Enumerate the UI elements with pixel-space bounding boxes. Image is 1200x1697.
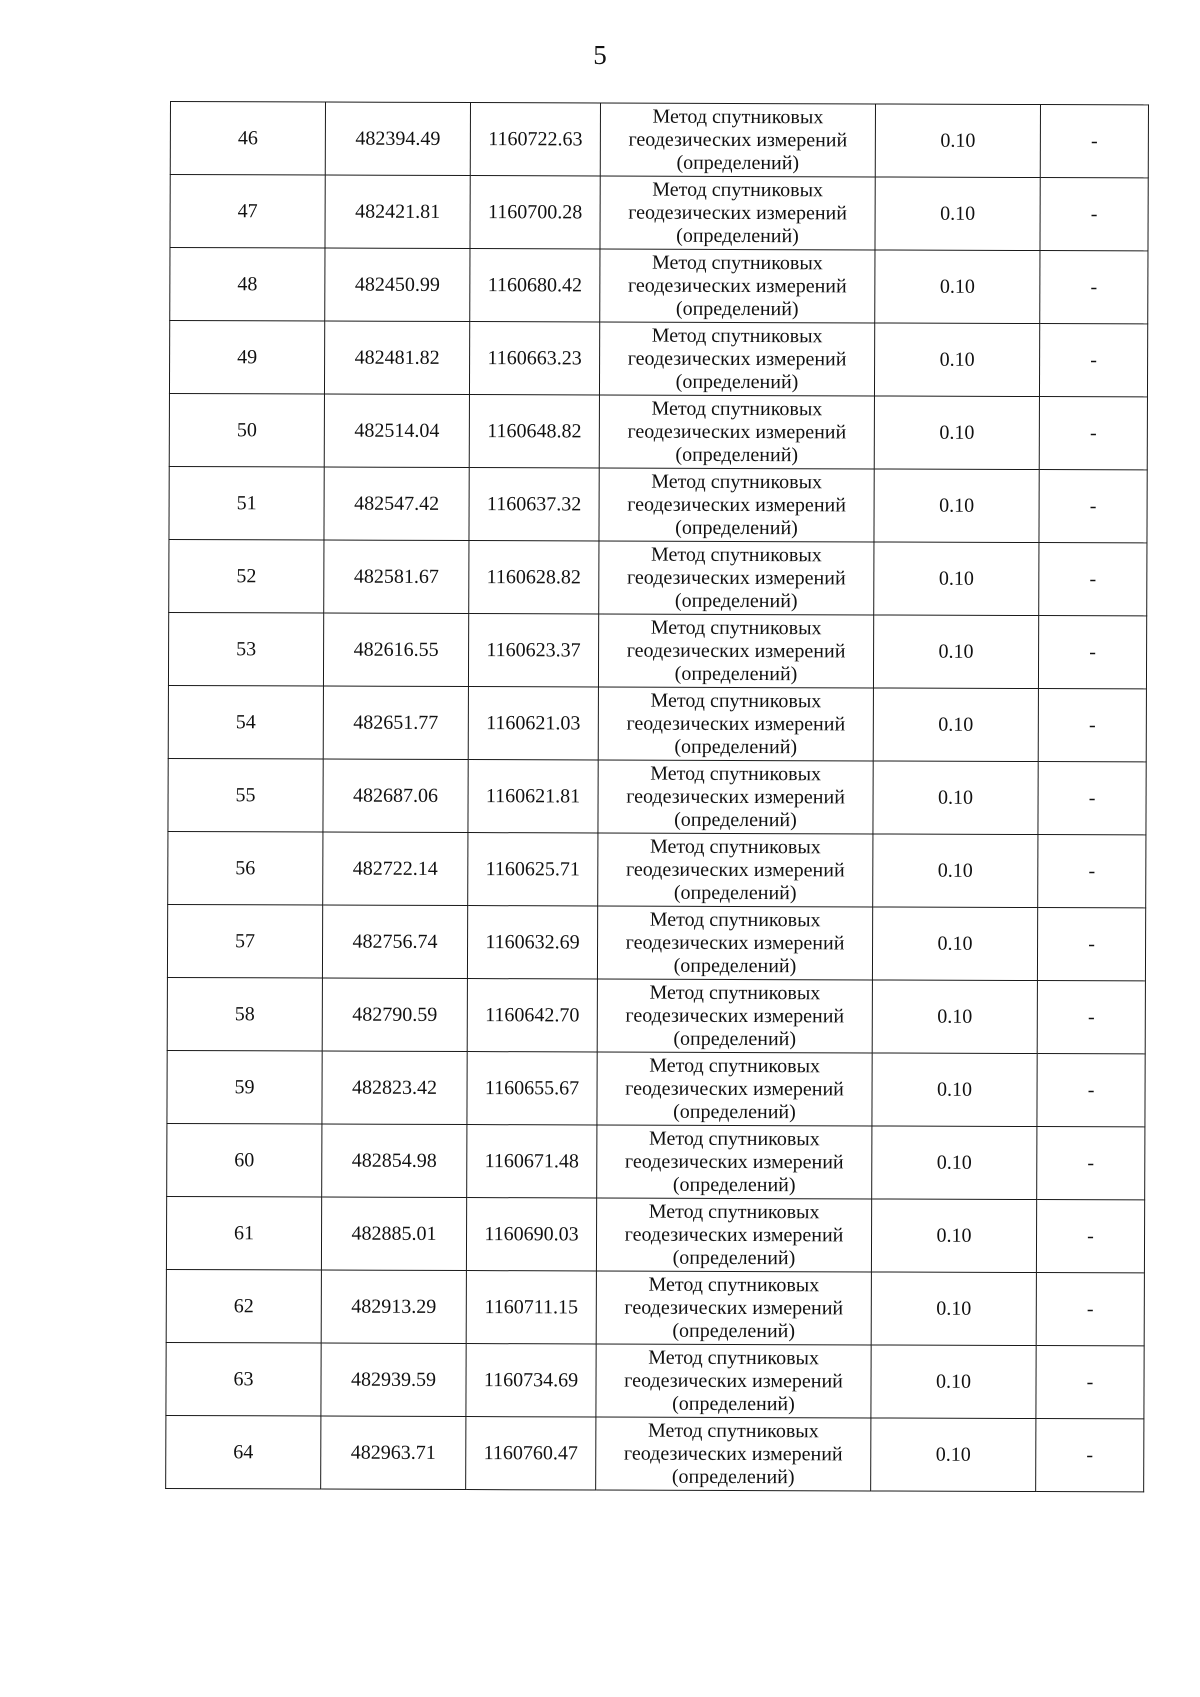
table-body [166,102,1149,1492]
description-cell: - [1037,1054,1145,1127]
y-coordinate-cell: 1160690.03 [466,1198,596,1271]
coordinates-table-wrapper [165,101,1148,1492]
y-coordinate-cell: 1160711.15 [466,1271,596,1344]
method-cell [597,1052,872,1126]
x-coordinate-cell: 482421.81 [325,175,470,249]
table-row [169,321,1147,397]
method-line-2: геодезических измерений [627,420,847,443]
method-line-1: Метод спутниковых [650,543,822,566]
precision-cell: 0.10 [874,542,1039,616]
method-cell [598,760,873,834]
table-row [167,1050,1145,1126]
x-coordinate-cell: 482687.06 [323,759,468,833]
precision-cell: 0.10 [874,469,1039,543]
table-row [170,248,1148,324]
method-line-2: геодезических измерений [623,1442,843,1465]
table-row [168,831,1146,907]
description-cell: - [1037,908,1145,981]
table-row [167,904,1145,980]
x-coordinate-cell: 482616.55 [323,613,468,687]
method-cell [599,395,874,469]
description-cell: - [1036,1273,1144,1346]
method-line-2: геодезических измерений [624,1296,844,1319]
precision-cell: 0.10 [873,761,1038,835]
method-line-1: Метод спутниковых [649,981,821,1004]
description-cell: - [1037,981,1145,1054]
method-line-2: геодезических измерений [627,493,846,516]
description-cell: - [1038,689,1146,762]
method-cell [598,687,873,761]
method-line-2: геодезических измерений [625,931,845,954]
method-line-1: Метод спутниковых [651,397,823,420]
method-line-3: (определений) [675,297,799,320]
table-row [166,1196,1144,1272]
table-row [169,393,1147,469]
method-line-1: Метод спутниковых [648,1200,820,1223]
description-cell: - [1039,324,1147,397]
method-cell [599,322,874,396]
method-line-3: (определений) [675,443,799,466]
point-number-cell: 53 [168,612,323,686]
method-line-2: геодезических измерений [624,1223,844,1246]
point-number-cell: 62 [166,1269,321,1343]
point-number-cell: 61 [166,1196,321,1270]
y-coordinate-cell: 1160621.81 [468,760,598,833]
precision-cell: 0.10 [873,688,1038,762]
point-number-cell: 49 [169,321,324,395]
point-number-cell: 60 [167,1123,322,1197]
x-coordinate-cell: 482722.14 [323,832,468,906]
precision-cell: 0.10 [872,980,1037,1054]
table-row [167,1123,1145,1199]
table-row [168,685,1146,761]
method-line-1: Метод спутниковых [650,762,822,785]
method-cell [596,1417,871,1491]
point-number-cell: 47 [170,175,325,249]
x-coordinate-cell: 482854.98 [322,1124,467,1198]
method-line-2: геодезических измерений [626,785,845,808]
table-row [168,612,1146,688]
description-cell: - [1040,105,1148,178]
method-line-1: Метод спутниковых [652,105,824,128]
precision-cell: 0.10 [874,396,1039,470]
x-coordinate-cell: 482514.04 [324,394,469,468]
method-line-2: геодезических измерений [628,201,848,224]
method-cell [599,468,874,542]
method-line-2: геодезических измерений [627,274,847,297]
description-cell: - [1039,543,1147,616]
method-line-1: Метод спутниковых [650,689,822,712]
point-number-cell: 58 [167,977,322,1051]
x-coordinate-cell: 482481.82 [324,321,469,395]
method-line-2: геодезических измерений [625,858,845,881]
y-coordinate-cell: 1160623.37 [468,614,598,687]
precision-cell: 0.10 [871,1418,1036,1492]
table-row [170,102,1148,178]
method-line-1: Метод спутниковых [648,1273,820,1296]
coordinates-table [165,101,1149,1492]
x-coordinate-cell: 482939.59 [321,1343,466,1417]
method-cell [598,833,873,907]
precision-cell: 0.10 [873,615,1038,689]
table-row [169,466,1147,542]
y-coordinate-cell: 1160722.63 [470,103,600,176]
precision-cell: 0.10 [872,1053,1037,1127]
method-line-3: (определений) [674,808,797,831]
method-line-3: (определений) [676,151,800,174]
method-cell [596,1198,871,1272]
method-line-3: (определений) [672,1173,796,1196]
y-coordinate-cell: 1160663.23 [469,322,599,395]
x-coordinate-cell: 482651.77 [323,686,468,760]
method-line-3: (определений) [672,1319,796,1342]
description-cell: - [1038,762,1146,835]
method-line-3: (определений) [674,735,798,758]
y-coordinate-cell: 1160637.32 [469,468,599,541]
method-cell [598,614,873,688]
x-coordinate-cell: 482394.49 [325,102,470,176]
description-cell: - [1038,616,1146,689]
y-coordinate-cell: 1160680.42 [470,249,600,322]
table-row [168,758,1146,834]
method-line-1: Метод спутниковых [652,178,824,201]
y-coordinate-cell: 1160734.69 [466,1344,596,1417]
method-line-3: (определений) [672,1392,795,1415]
precision-cell: 0.10 [872,1126,1037,1200]
point-number-cell: 54 [168,685,323,759]
y-coordinate-cell: 1160621.03 [468,687,598,760]
y-coordinate-cell: 1160648.82 [469,395,599,468]
description-cell: - [1036,1200,1144,1273]
point-number-cell: 57 [167,904,322,978]
point-number-cell: 48 [170,248,325,322]
point-number-cell: 59 [167,1050,322,1124]
description-cell: - [1039,397,1147,470]
precision-cell: 0.10 [875,177,1040,251]
method-cell [600,249,875,323]
table-row [166,1342,1144,1418]
method-line-1: Метод спутниковых [647,1419,819,1442]
method-line-2: геодезических измерений [624,1369,843,1392]
method-line-1: Метод спутниковых [649,908,821,931]
method-line-2: геодезических измерений [626,566,846,589]
method-line-3: (определений) [673,1100,796,1123]
method-line-3: (определений) [672,1246,796,1269]
method-line-2: геодезических измерений [625,1004,845,1027]
table-row [166,1415,1144,1491]
description-cell: - [1040,178,1148,251]
y-coordinate-cell: 1160700.28 [470,176,600,249]
method-line-3: (определений) [676,224,799,247]
precision-cell: 0.10 [874,323,1039,397]
method-line-1: Метод спутниковых [650,616,822,639]
method-line-1: Метод спутниковых [649,835,821,858]
method-line-3: (определений) [673,881,797,904]
page-number: 5 [593,40,607,70]
table-row [166,1269,1144,1345]
table-row [170,175,1148,251]
method-line-1: Метод спутниковых [652,251,823,274]
precision-cell: 0.10 [875,250,1040,324]
point-number-cell: 51 [169,466,324,540]
description-cell: - [1040,251,1148,324]
precision-cell: 0.10 [875,104,1040,178]
method-line-3: (определений) [675,370,799,393]
precision-cell: 0.10 [871,1199,1036,1273]
method-line-2: геодезических измерений [626,639,846,662]
precision-cell: 0.10 [872,907,1037,981]
point-number-cell: 50 [169,393,324,467]
x-coordinate-cell: 482913.29 [321,1270,466,1344]
method-line-3: (определений) [673,1027,797,1050]
y-coordinate-cell: 1160760.47 [466,1417,596,1490]
method-line-3: (определений) [675,516,798,539]
x-coordinate-cell: 482581.67 [324,540,469,614]
description-cell: - [1039,470,1147,543]
method-line-3: (определений) [674,662,798,685]
method-cell [600,103,875,177]
method-line-2: геодезических измерений [626,712,846,735]
method-cell [597,979,872,1053]
y-coordinate-cell: 1160625.71 [468,833,598,906]
y-coordinate-cell: 1160655.67 [467,1052,597,1125]
method-cell [597,906,872,980]
method-line-3: (определений) [673,954,797,977]
x-coordinate-cell: 482790.59 [322,978,467,1052]
x-coordinate-cell: 482756.74 [322,905,467,979]
precision-cell: 0.10 [873,834,1038,908]
description-cell: - [1036,1346,1144,1419]
point-number-cell: 56 [168,831,323,905]
method-line-3: (определений) [674,589,798,612]
method-line-1: Метод спутниковых [651,470,823,493]
description-cell: - [1038,835,1146,908]
y-coordinate-cell: 1160632.69 [467,906,597,979]
point-number-cell: 55 [168,758,323,832]
method-line-3: (определений) [671,1465,795,1488]
method-line-2: геодезических измерений [627,347,847,370]
x-coordinate-cell: 482547.42 [324,467,469,541]
table-row [169,539,1147,615]
method-line-2: геодезических измерений [625,1077,844,1100]
x-coordinate-cell: 482823.42 [322,1051,467,1125]
method-line-1: Метод спутниковых [651,324,823,347]
point-number-cell: 46 [170,102,325,176]
method-line-1: Метод спутниковых [648,1346,820,1369]
point-number-cell: 63 [166,1342,321,1416]
method-cell [600,176,875,250]
point-number-cell: 64 [166,1415,321,1489]
y-coordinate-cell: 1160671.48 [467,1125,597,1198]
x-coordinate-cell: 482450.99 [325,248,470,322]
precision-cell: 0.10 [871,1345,1036,1419]
method-line-2: геодезических измерений [624,1150,844,1173]
y-coordinate-cell: 1160628.82 [469,541,599,614]
method-line-1: Метод спутниковых [648,1127,820,1150]
method-line-2: геодезических измерений [628,128,848,151]
x-coordinate-cell: 482885.01 [321,1197,466,1271]
point-number-cell: 52 [169,539,324,613]
precision-cell: 0.10 [871,1272,1036,1346]
x-coordinate-cell: 482963.71 [321,1416,466,1490]
description-cell: - [1036,1419,1144,1492]
y-coordinate-cell: 1160642.70 [467,979,597,1052]
method-cell [596,1344,871,1418]
description-cell: - [1037,1127,1145,1200]
method-cell [596,1271,871,1345]
method-cell [597,1125,872,1199]
method-line-1: Метод спутниковых [649,1054,821,1077]
table-row [167,977,1145,1053]
method-cell [599,541,874,615]
